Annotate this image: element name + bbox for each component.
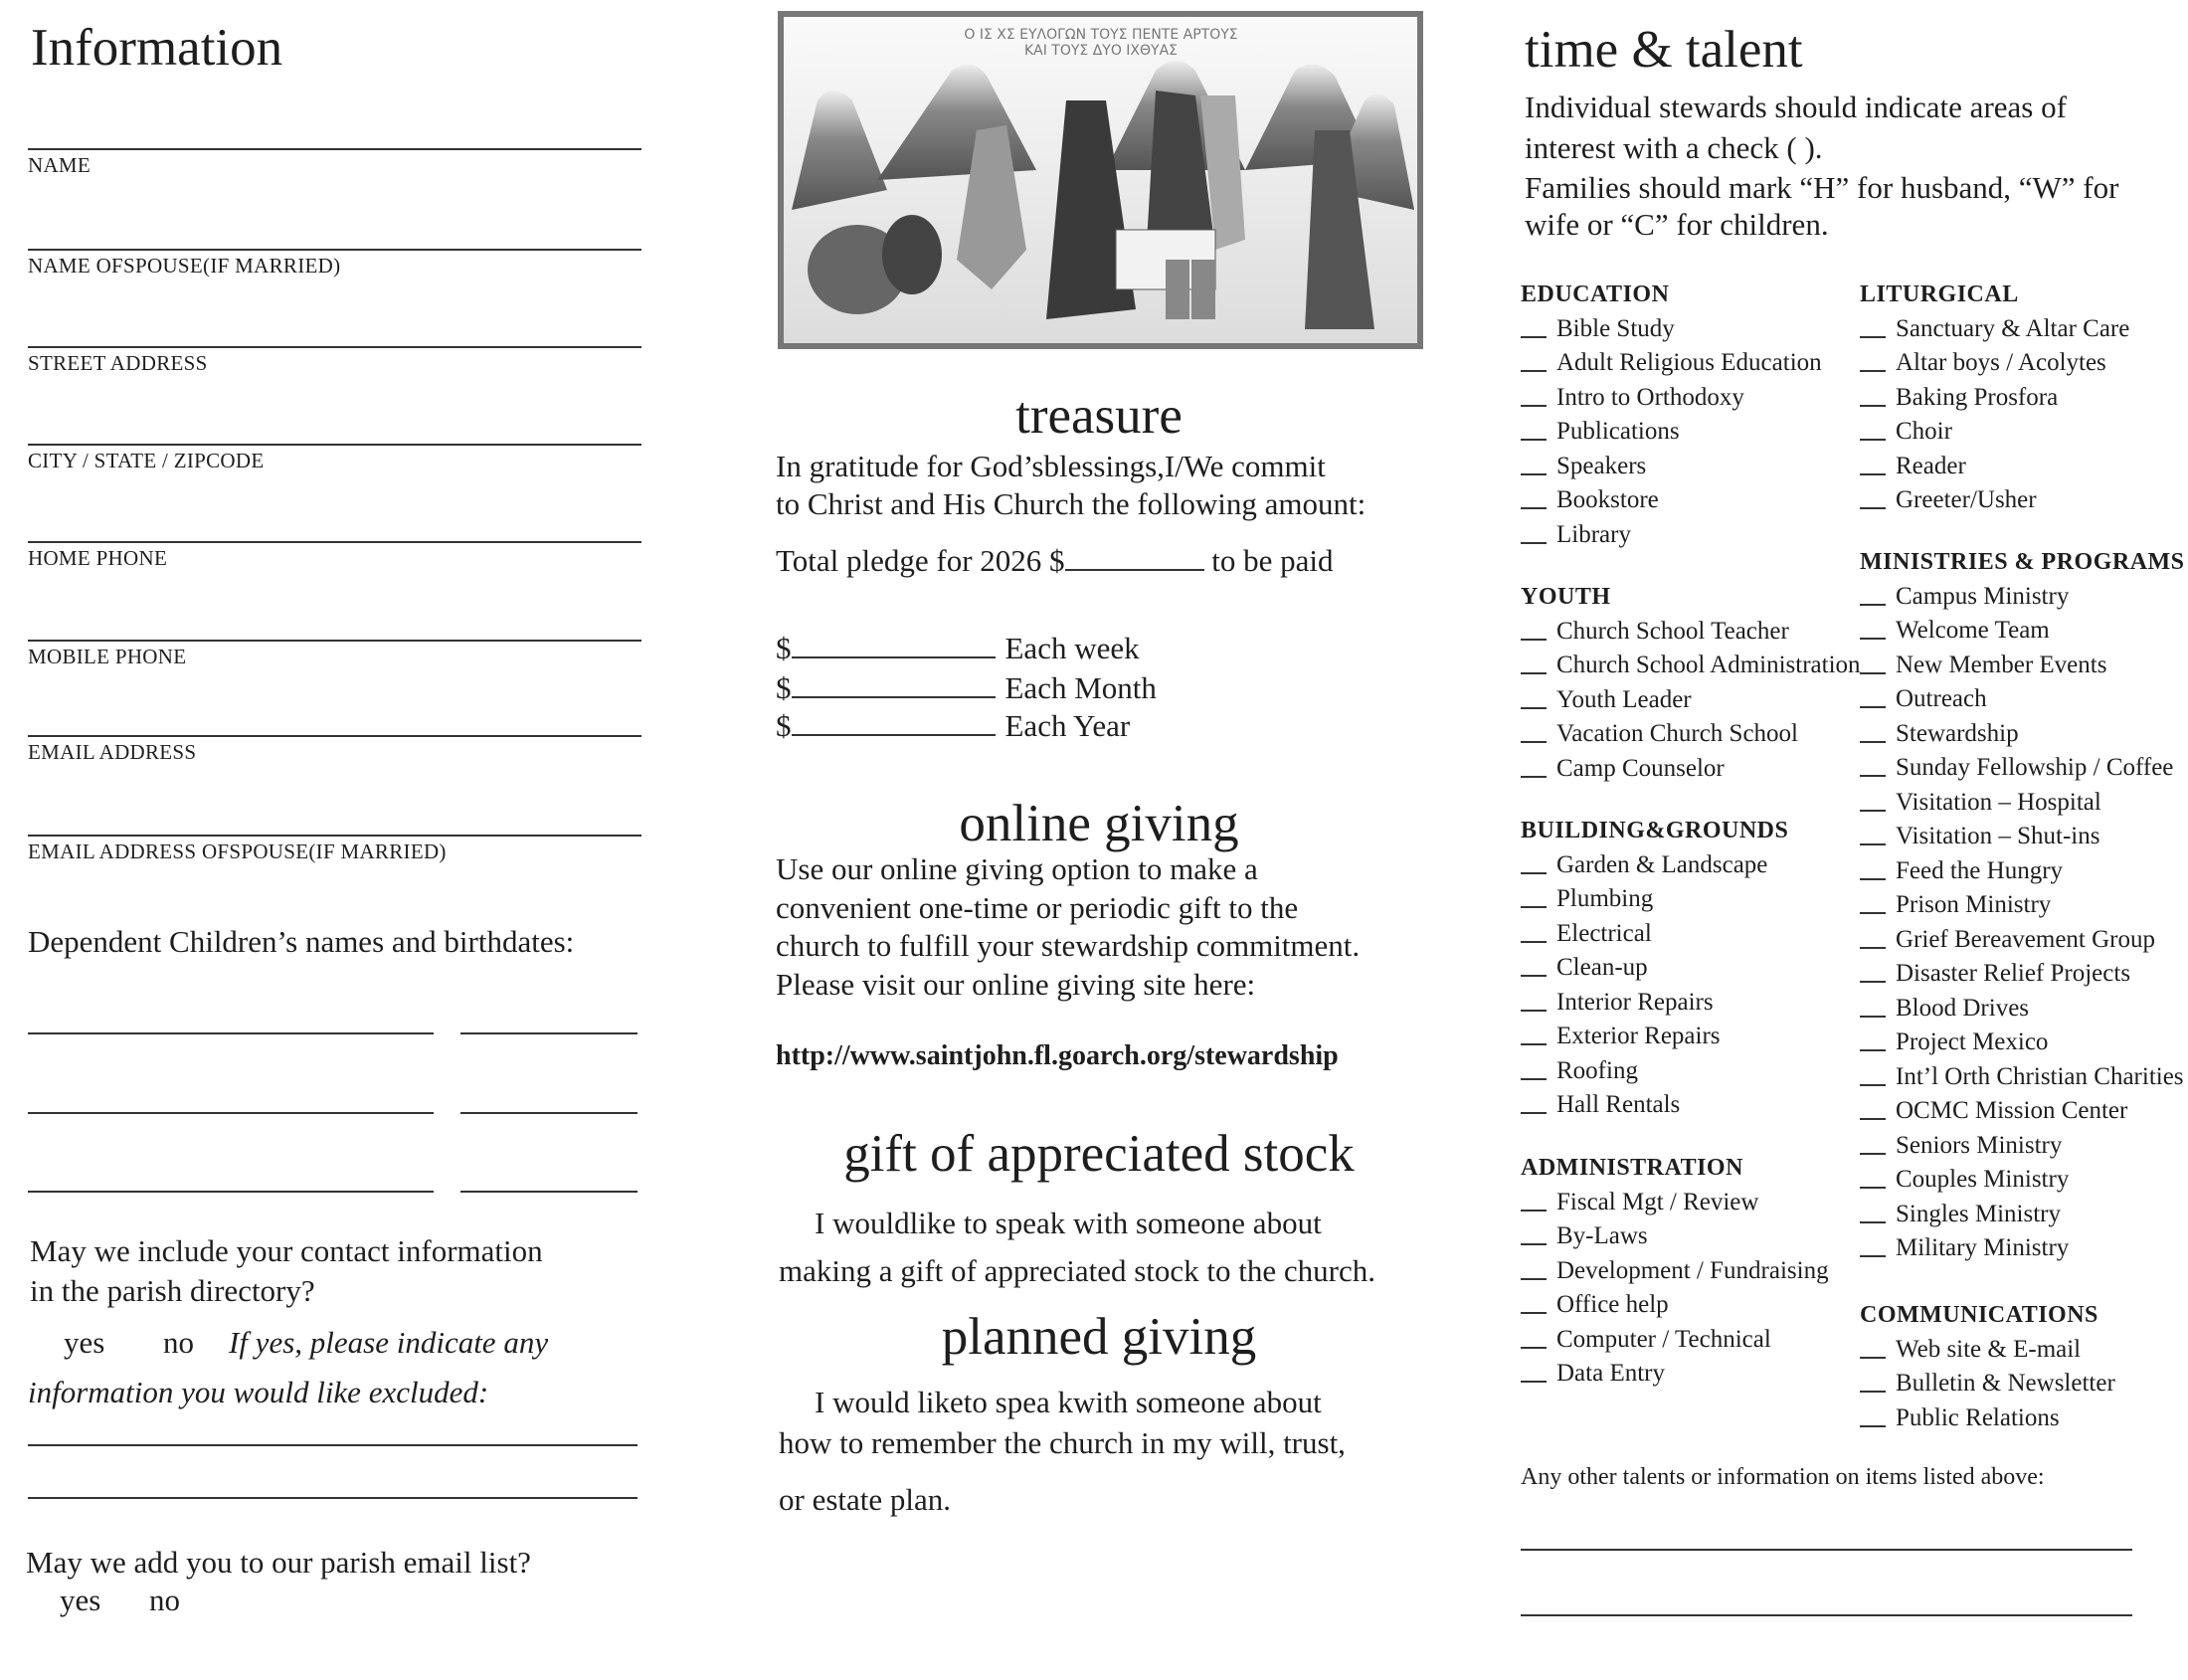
talent-item-label: Hall Rentals: [1556, 1091, 1681, 1118]
talent-checkbox-item[interactable]: [1860, 749, 2185, 784]
talent-item-label: Choir: [1896, 418, 1952, 445]
talent-item-label: Stewardship: [1896, 719, 2019, 747]
email-no-option[interactable]: no: [149, 1583, 180, 1617]
talent-checkbox-item[interactable]: [1860, 920, 2185, 955]
pledge-period-amount-field[interactable]: [792, 672, 996, 698]
talent-checkbox-item[interactable]: [1860, 783, 2185, 818]
check-blank[interactable]: [1860, 405, 1886, 407]
check-blank[interactable]: [1860, 370, 1886, 372]
talent-item-label: Camp Counselor: [1556, 754, 1725, 782]
child-birthdate-line[interactable]: [460, 1032, 638, 1034]
talent-checkbox-item[interactable]: [1521, 1251, 1829, 1286]
pledge-period-row: [776, 630, 1140, 667]
talent-item-label: Publications: [1556, 418, 1680, 445]
talent-checkbox-item[interactable]: [1860, 1195, 2185, 1229]
online-giving-title: online giving: [959, 795, 1239, 852]
form-field-line[interactable]: [28, 346, 641, 348]
check-blank[interactable]: [1860, 1016, 1886, 1018]
talent-checkbox-item[interactable]: [1860, 1330, 2115, 1365]
exclude-note-line2: information you would like excluded:: [28, 1375, 489, 1409]
pledge-period-row: [776, 669, 1157, 707]
talent-checkbox-item[interactable]: [1860, 378, 2129, 413]
talent-checkbox-item[interactable]: [1860, 886, 2185, 921]
talent-checkbox-item[interactable]: [1521, 715, 1861, 750]
form-field-label: EMAIL ADDRESS: [28, 740, 197, 764]
talent-checkbox-item[interactable]: [1860, 447, 2129, 481]
pledge-amount-field[interactable]: [1065, 545, 1204, 571]
section-header: LITURGICAL: [1860, 281, 2019, 307]
check-blank[interactable]: [1860, 775, 1886, 777]
talent-checkbox-item[interactable]: [1521, 1320, 1829, 1355]
talent-item-label: Adult Religious Education: [1556, 349, 1822, 376]
check-blank[interactable]: [1521, 1312, 1547, 1314]
form-field-label: STREET ADDRESS: [28, 351, 208, 375]
talent-checkbox-item[interactable]: [1521, 1183, 1829, 1217]
talent-checkbox-item[interactable]: [1860, 1057, 2185, 1092]
section-header: COMMUNICATIONS: [1860, 1302, 2098, 1328]
check-blank[interactable]: [1521, 672, 1547, 674]
form-field-line[interactable]: [28, 541, 641, 543]
talent-checkbox-item[interactable]: [1860, 309, 2129, 344]
talent-checkbox-item[interactable]: [1521, 647, 1861, 681]
form-field-label: NAME: [28, 153, 91, 177]
talent-item-label: Feed the Hungry: [1896, 856, 2064, 884]
check-blank[interactable]: [1521, 1112, 1547, 1114]
check-blank[interactable]: [1521, 1078, 1547, 1080]
talent-checkbox-item[interactable]: [1521, 612, 1861, 647]
talent-item-label: Int’l Orth Christian Charities: [1896, 1062, 2184, 1090]
pledge-period-label: Each Month: [1004, 670, 1157, 705]
check-blank[interactable]: [1521, 741, 1547, 743]
pledge-period-row: [776, 707, 1130, 745]
check-blank[interactable]: [1521, 439, 1547, 441]
check-blank[interactable]: [1860, 1084, 1886, 1086]
talent-item-label: OCMC Mission Center: [1896, 1097, 2128, 1124]
online-text-line: Please visit our online giving site here:: [776, 967, 1256, 1002]
talent-checkbox-item[interactable]: [1860, 612, 2185, 647]
section-header: EDUCATION: [1521, 281, 1670, 307]
child-birthdate-line[interactable]: [460, 1112, 638, 1114]
check-blank[interactable]: [1521, 507, 1547, 509]
check-blank[interactable]: [1521, 1043, 1547, 1045]
online-text-line: church to fulfill your stewardship commitment.: [776, 928, 1361, 963]
child-name-line[interactable]: [28, 1112, 434, 1114]
talent-item-label: Electrical: [1556, 919, 1652, 947]
talent-intro-line: Individual stewards should indicate areas of: [1525, 90, 2067, 124]
planned-text-line1: I would liketo spea kwith someone about: [815, 1385, 1322, 1419]
pledge-period-label: Each Year: [1004, 708, 1131, 743]
talent-item-label: Vacation Church School: [1556, 720, 1799, 747]
check-blank[interactable]: [1521, 336, 1547, 338]
check-blank[interactable]: [1860, 1221, 1886, 1223]
form-field-line[interactable]: [28, 735, 641, 737]
talent-item-label: Office help: [1556, 1291, 1669, 1318]
check-blank[interactable]: [1521, 872, 1547, 874]
check-blank[interactable]: [1860, 1187, 1886, 1189]
talent-checkbox-item[interactable]: [1860, 344, 2129, 379]
talent-checkbox-item[interactable]: [1521, 1355, 1829, 1390]
section-ministries-programs: [1860, 547, 2185, 1263]
talent-item-label: Youth Leader: [1556, 685, 1692, 713]
talent-item-label: Altar boys / Acolytes: [1896, 349, 2106, 376]
talent-item-label: Web site & E-mail: [1896, 1335, 2082, 1363]
talent-checkbox-item[interactable]: [1860, 1365, 2115, 1400]
check-blank[interactable]: [1860, 439, 1886, 441]
talent-checkbox-item[interactable]: [1860, 851, 2185, 886]
check-blank[interactable]: [1860, 1357, 1886, 1359]
form-field-line[interactable]: [28, 249, 641, 251]
section-administration: [1521, 1153, 1829, 1389]
talent-item-label: Project Mexico: [1896, 1028, 2049, 1055]
check-blank[interactable]: [1860, 947, 1886, 949]
check-blank[interactable]: [1521, 906, 1547, 908]
section-header: ADMINISTRATION: [1521, 1155, 1743, 1181]
total-pledge-row: [776, 542, 1334, 580]
talent-item-label: Garden & Landscape: [1556, 850, 1768, 878]
talent-checkbox-item[interactable]: [1860, 1126, 2185, 1161]
talent-checkbox-item[interactable]: [1860, 1399, 2115, 1433]
talent-checkbox-item[interactable]: [1521, 983, 1788, 1018]
check-blank[interactable]: [1860, 638, 1886, 640]
section-liturgical: [1860, 280, 2129, 515]
talent-checkbox-item[interactable]: [1521, 481, 1822, 516]
talent-item-label: Interior Repairs: [1556, 988, 1714, 1016]
talent-intro-line: Families should mark “H” for husband, “W” for: [1525, 170, 2119, 205]
other-talents-label: Any other talents or information on items listed above:: [1521, 1464, 2045, 1490]
check-blank[interactable]: [1860, 843, 1886, 845]
talent-item-label: Reader: [1896, 452, 1966, 479]
check-blank[interactable]: [1860, 981, 1886, 983]
talent-item-label: Clean-up: [1556, 954, 1648, 981]
form-field-label: NAME OFSPOUSE(IF MARRIED): [28, 254, 341, 278]
check-blank[interactable]: [1860, 706, 1886, 708]
talent-item-label: Development / Fundraising: [1556, 1256, 1829, 1284]
section-education: [1521, 280, 1822, 550]
talent-intro-line: wife or “C” for children.: [1525, 207, 1829, 242]
check-blank[interactable]: [1860, 741, 1886, 743]
talent-item-label: Outreach: [1896, 685, 1987, 712]
check-blank[interactable]: [1521, 1010, 1547, 1012]
check-blank[interactable]: [1521, 707, 1547, 709]
talent-checkbox-item[interactable]: [1860, 818, 2185, 852]
talent-item-label: Data Entry: [1556, 1360, 1665, 1387]
check-blank[interactable]: [1860, 1153, 1886, 1155]
talent-checkbox-item[interactable]: [1860, 481, 2129, 516]
children-label: Dependent Children’s names and birthdates:: [28, 924, 575, 959]
check-blank[interactable]: [1521, 370, 1547, 372]
planned-text-line3: or estate plan.: [779, 1482, 952, 1517]
check-blank[interactable]: [1521, 975, 1547, 977]
form-field-label: HOME PHONE: [28, 546, 168, 570]
talent-item-label: Intro to Orthodoxy: [1556, 383, 1744, 411]
talent-item-label: Bookstore: [1556, 486, 1659, 513]
pledge-suffix: to be paid: [1211, 543, 1334, 578]
exclude-line[interactable]: [28, 1444, 638, 1446]
pledge-period-amount-field[interactable]: [792, 633, 996, 658]
talent-checkbox-item[interactable]: [1521, 1051, 1788, 1086]
talent-item-label: Sunday Fellowship / Coffee: [1896, 754, 2174, 781]
talent-item-label: Church School Teacher: [1556, 617, 1789, 645]
exclude-note-line1: If yes, please indicate any: [229, 1325, 549, 1360]
pledge-prefix: Total pledge for 2026 $: [776, 543, 1065, 578]
check-blank[interactable]: [1521, 1347, 1547, 1349]
form-field-label: CITY / STATE / ZIPCODE: [28, 449, 265, 472]
talent-checkbox-item[interactable]: [1860, 989, 2185, 1024]
stock-text-line1: I wouldlike to speak with someone about: [815, 1206, 1322, 1240]
talent-checkbox-item[interactable]: [1521, 447, 1822, 481]
check-blank[interactable]: [1860, 604, 1886, 606]
talent-checkbox-item[interactable]: [1521, 914, 1788, 949]
talent-item-label: By-Laws: [1556, 1222, 1648, 1249]
other-talents-line[interactable]: [1521, 1549, 2132, 1551]
talent-item-label: Bible Study: [1556, 314, 1675, 342]
talent-item-label: Disaster Relief Projects: [1896, 960, 2131, 987]
talent-checkbox-item[interactable]: [1860, 680, 2185, 715]
check-blank[interactable]: [1860, 336, 1886, 338]
check-blank[interactable]: [1521, 639, 1547, 641]
check-blank[interactable]: [1860, 1049, 1886, 1051]
form-field-line[interactable]: [28, 640, 641, 642]
talent-item-label: Sanctuary & Altar Care: [1896, 314, 2130, 342]
talent-item-label: New Member Events: [1896, 651, 2107, 678]
child-name-line[interactable]: [28, 1191, 434, 1193]
talent-checkbox-item[interactable]: [1860, 955, 2185, 990]
talent-checkbox-item[interactable]: [1521, 515, 1822, 550]
check-blank[interactable]: [1860, 507, 1886, 509]
talent-item-label: Plumbing: [1556, 885, 1654, 912]
talent-item-label: Speakers: [1556, 452, 1647, 479]
form-field-label: MOBILE PHONE: [28, 645, 187, 668]
check-blank[interactable]: [1521, 473, 1547, 475]
talent-item-label: Computer / Technical: [1556, 1325, 1771, 1353]
talent-item-label: Prison Ministry: [1896, 891, 2052, 918]
talent-item-label: Greeter/Usher: [1896, 486, 2037, 513]
section-header: BUILDING&GROUNDS: [1521, 818, 1789, 843]
talent-checkbox-item[interactable]: [1860, 577, 2185, 612]
talent-item-label: Visitation – Hospital: [1896, 788, 2101, 816]
section-building-grounds: [1521, 816, 1788, 1120]
talent-item-label: Grief Bereavement Group: [1896, 925, 2155, 953]
talent-checkbox-item[interactable]: [1521, 949, 1788, 984]
check-blank[interactable]: [1521, 776, 1547, 778]
talent-checkbox-item[interactable]: [1860, 1024, 2185, 1058]
check-blank[interactable]: [1860, 1255, 1886, 1257]
form-field-label: EMAIL ADDRESS OFSPOUSE(IF MARRIED): [28, 840, 447, 863]
form-field-line[interactable]: [28, 835, 641, 837]
talent-checkbox-item[interactable]: [1521, 1217, 1829, 1252]
check-blank[interactable]: [1521, 1278, 1547, 1280]
talent-item-label: Blood Drives: [1896, 994, 2030, 1022]
check-blank[interactable]: [1521, 941, 1547, 943]
stock-text-line2: making a gift of appreciated stock to the church.: [779, 1253, 1375, 1288]
talent-item-label: Welcome Team: [1896, 617, 2050, 644]
icon-caption-line2: ΚΑΙ ΤΟΥΣ ΔΥΟ ΙΧΘΥΑΣ: [1023, 43, 1179, 59]
talent-checkbox-item[interactable]: [1521, 880, 1788, 915]
talent-item-label: Public Relations: [1896, 1403, 2060, 1431]
talent-item-label: Couples Ministry: [1896, 1166, 2070, 1193]
talent-intro-line: interest with a check ( ).: [1525, 130, 1823, 165]
online-giving-url[interactable]: http://www.saintjohn.fl.goarch.org/stewardship: [776, 1040, 1339, 1071]
talent-checkbox-item[interactable]: [1521, 378, 1822, 413]
talent-item-label: Campus Ministry: [1896, 582, 2070, 610]
talent-checkbox-item[interactable]: [1521, 1286, 1829, 1321]
talent-item-label: Bulletin & Newsletter: [1896, 1370, 2115, 1397]
other-talents-line[interactable]: [1521, 1614, 2132, 1616]
talent-checkbox-item[interactable]: [1860, 1161, 2185, 1196]
talent-item-label: Seniors Ministry: [1896, 1131, 2063, 1159]
talent-item-label: Fiscal Mgt / Review: [1556, 1188, 1759, 1215]
treasure-title: treasure: [1015, 387, 1183, 445]
check-blank[interactable]: [1860, 912, 1886, 914]
information-title: Information: [31, 19, 283, 77]
child-name-line[interactable]: [28, 1032, 434, 1034]
child-birthdate-line[interactable]: [460, 1191, 638, 1193]
talent-checkbox-item[interactable]: [1860, 1092, 2185, 1127]
talent-checkbox-item[interactable]: [1521, 309, 1822, 344]
talent-checkbox-item[interactable]: [1860, 714, 2185, 749]
stock-title: gift of appreciated stock: [843, 1125, 1355, 1183]
section-header: YOUTH: [1521, 584, 1611, 610]
directory-yes-option[interactable]: yes: [64, 1325, 105, 1360]
online-text-line: convenient one-time or periodic gift to the: [776, 890, 1299, 925]
talent-checkbox-item[interactable]: [1860, 646, 2185, 680]
treasure-text-line2: to Christ and His Church the following amount:: [776, 486, 1367, 521]
talent-item-label: Exterior Repairs: [1556, 1023, 1721, 1049]
treasure-text-line1: In gratitude for God’sblessings,I/We commit: [776, 449, 1326, 483]
talent-checkbox-item[interactable]: [1521, 344, 1822, 379]
directory-question-line1: May we include your contact information: [30, 1233, 543, 1268]
form-field-line[interactable]: [28, 148, 641, 150]
planned-text-line2: how to remember the church in my will, trust,: [779, 1425, 1346, 1460]
form-field-line[interactable]: [28, 444, 641, 446]
pledge-period-amount-field[interactable]: [792, 710, 996, 736]
talent-checkbox-item[interactable]: [1521, 1086, 1788, 1121]
directory-no-option[interactable]: no: [163, 1325, 194, 1360]
time-talent-title: time & talent: [1525, 21, 1803, 79]
talent-item-label: Baking Prosfora: [1896, 383, 2059, 411]
talent-item-label: Church School Administration: [1556, 652, 1861, 678]
dollar-sign: $: [776, 670, 792, 705]
check-blank[interactable]: [1521, 405, 1547, 407]
talent-item-label: Roofing: [1556, 1056, 1638, 1084]
talent-item-label: Singles Ministry: [1896, 1200, 2061, 1227]
talent-item-label: Library: [1556, 520, 1631, 548]
talent-checkbox-item[interactable]: [1521, 749, 1861, 784]
planned-giving-title: planned giving: [941, 1308, 1257, 1366]
talent-item-label: Military Ministry: [1896, 1234, 2070, 1261]
check-blank[interactable]: [1521, 1243, 1547, 1245]
section-communications: [1860, 1300, 2115, 1433]
check-blank[interactable]: [1860, 473, 1886, 475]
icon-feeding-five-thousand-image: [778, 11, 1423, 349]
directory-question-line2: in the parish directory?: [30, 1273, 315, 1308]
check-blank[interactable]: [1860, 1425, 1886, 1427]
talent-checkbox-item[interactable]: [1521, 680, 1861, 715]
check-blank[interactable]: [1860, 672, 1886, 674]
section-youth: [1521, 582, 1861, 784]
talent-item-label: Visitation – Shut-ins: [1896, 823, 2100, 849]
check-blank[interactable]: [1521, 1381, 1547, 1383]
email-yes-option[interactable]: yes: [60, 1583, 101, 1617]
talent-checkbox-item[interactable]: [1860, 1229, 2185, 1264]
exclude-line[interactable]: [28, 1497, 638, 1499]
talent-checkbox-item[interactable]: [1860, 413, 2129, 448]
talent-checkbox-item[interactable]: [1521, 413, 1822, 448]
check-blank[interactable]: [1860, 1118, 1886, 1120]
check-blank[interactable]: [1860, 878, 1886, 880]
check-blank[interactable]: [1521, 542, 1547, 544]
online-text-line: Use our online giving option to make a: [776, 851, 1258, 886]
icon-caption-line1: Ο ΙΣ ΧΣ ΕΥΛΟΓΩΝ ΤΟΥΣ ΠΕΝΤΕ ΑΡΤΟΥΣ: [964, 27, 1238, 43]
talent-checkbox-item[interactable]: [1521, 845, 1788, 880]
email-list-question: May we add you to our parish email list?: [26, 1545, 531, 1580]
dollar-sign: $: [776, 631, 792, 665]
dollar-sign: $: [776, 708, 792, 743]
pledge-period-label: Each week: [1004, 631, 1140, 665]
section-header: MINISTRIES & PROGRAMS: [1860, 549, 2185, 575]
check-blank[interactable]: [1860, 1391, 1886, 1393]
check-blank[interactable]: [1860, 810, 1886, 812]
check-blank[interactable]: [1521, 1210, 1547, 1212]
talent-checkbox-item[interactable]: [1521, 1018, 1788, 1052]
